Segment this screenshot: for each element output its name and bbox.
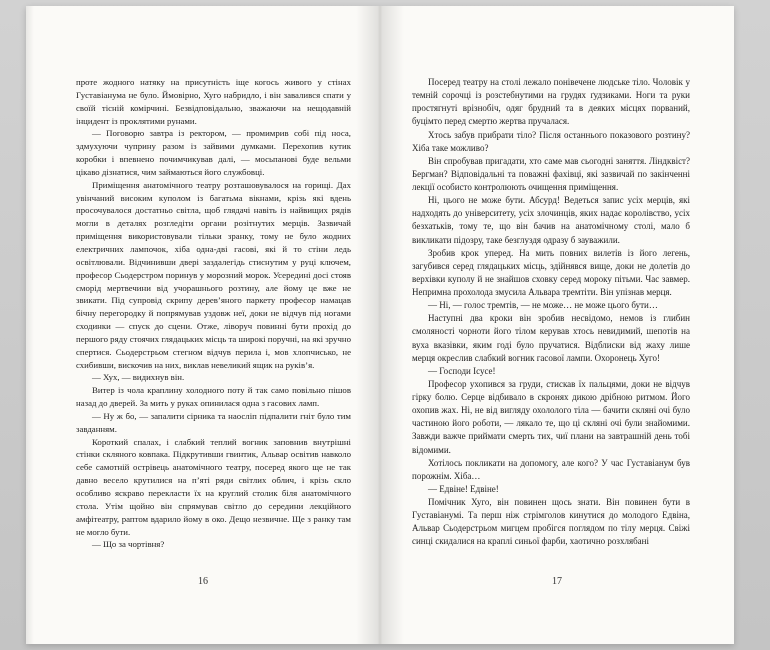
paragraph: — Едвіне! Едвіне!	[428, 483, 499, 494]
page-number-left: 16	[198, 576, 208, 587]
paragraph: Помічник Хуго, він повинен щось знати. Він повинен бути в Густавіанумі. Та перш ніж стрімголов кинутися до молодого Едвіна, Альвар Сьодерстрьом мигцем пробігся поглядом по тілу мерця. Свіжі синці скидалися на краплі синьої фарби, хаотично розхлябані	[412, 497, 690, 547]
right-page	[380, 6, 734, 644]
page-edge-shadow	[26, 6, 34, 644]
paragraph: — Що за чортівня?	[92, 539, 165, 550]
paragraph: — Ні, — голос тремтів, — не може… не може цього бути…	[428, 300, 658, 311]
paragraph: Він спробував пригадати, хто саме мав сьогодні заняття. Ліндквіст? Бергман? Відповідальні та поважні фахівці, які зазвичай по закінченні лекції особисто контролюють очищення приміщення.	[412, 155, 690, 192]
page-number-right: 17	[552, 576, 562, 587]
paragraph: Наступні два кроки він зробив несвідомо, немов із глибин смоляності чорноти його тілом керував хтось невидимий, шепотів на вуха вказівки, яким годі було пручатися. Відблиски від жаху лише мерця окреслив слабкий вогник гасової лампи. Охоронець Хуго!	[412, 313, 690, 363]
open-book	[26, 6, 734, 644]
paragraph: Короткий спалах, і слабкий теплий вогник заповнив внутрішні стінки скляного ковпака. Підкрутивши гвинтик, Альвар освітив навколо себе самотній острівець анатомічного театру, посеред якого ще не так давно весело крутилися на п’яті ряди світлих облич, і крізь скло особливо яскраво перекласти їх на круглий столик біля анатомічного стола. Утім щойно він спрямував світло до середини лекційного амфітеатру, раптом вдарило йому в око. Дещо незвичне. Ще з ранку там не могло бути.	[76, 436, 351, 537]
paragraph: — Ну ж бо, — запалити сірника та наосліп підпалити гніт було тим завданням.	[76, 410, 351, 434]
paragraph: Ні, цього не може бути. Абсурд! Ведеться запис усіх мерців, які надходять до університету, усіх злочинців, яких надає королівство, усіх безхатьків, тому те, що він бачив на анатомічному столі, мало б викликати підозру, таке безглуздя одразу б зауважили.	[412, 195, 690, 245]
paragraph: проте жодного натяку на присутність іще когось живого у стінах Густавіанума не було. Ймовірно, Хуго набридло, і він завалився спати у своїй тісній комірчині. Безвідповідально, зважаючи на нещодавній інцидент із проклятими рунами.	[76, 77, 351, 126]
right-page-text	[412, 76, 690, 549]
paragraph: Професор ухопився за груди, стискав їх пальцями, доки не відчув гірку болю. Серце відбивало в скронях дикою дрібною ритмом. Його охопив жах. Ні, не від вигляду охололого тіла — бачити скляні очі було частиною його роботи, — лякало те, що ці скляні очі були знайомими. Завжди важче приймати смерть тих, чиї плани на завтрашній день тобі відомими.	[412, 378, 690, 455]
paragraph: Витер із чола краплину холодного поту й так само повільно пішов назад до дверей. За мить у руках опинилася одна з гасових ламп.	[76, 385, 351, 409]
paragraph: Посеред театру на столі лежало понівечене людське тіло. Чоловік у темній сорочці із розстебнутими на грудях ґудзиками. Ноги та руки простягнуті врізнобіч, одяг брудний та в деяких місцях порваний, буцімто перед смертю жертва пручалася.	[412, 77, 690, 127]
paragraph: Хотілось покликати на допомогу, але кого? У час Густавіанум був порожнім. Хіба…	[412, 457, 690, 481]
paragraph: Зробив крок уперед. На мить повних вилетів із його легень, загубився серед глядацьких місць, здійнявся вище, доки не долетів до верхівки куполу й не знайшов сховку серед мороку пітьми. Час завмер. Непримна прохолода змусила Альвара тремтіти. Він упізнав мерця.	[412, 247, 690, 297]
paragraph: — Хух, — видихнув він.	[92, 372, 185, 383]
left-page-text	[76, 76, 351, 551]
left-page	[26, 6, 380, 644]
paragraph: Хтось забув прибрати тіло? Після останнього показового розтину? Хіба таке можливо?	[412, 129, 690, 153]
paragraph: Приміщення анатомічного театру розташовувалося на горищі. Дах увінчаний високим куполом із багатьма вікнами, крізь які вдень просочувалося достатньо світла, щоб глядачі навіть із найвищих рядів могли в деталях розгледіти органи розітнутих мерців. Зазвичай приміщення використовували тільки зранку, тому не було жодних електричних лампочок, хіба одна-дві гасові, які й то стіни ледь освітлювали. Відчинивши двері заздалегідь стиснутим у руці ключем, професор Сьодерстром поринув у морозний морок. Усередині досі стояв сморід мертвечини від учорашнього розтину, але йому це вже не звикати. Під супровід скрипу дерев’яного паркету професор намацав бічну перегородку й попрямував уздовж неї, доки не відчув під ногами сходинки — спуск до сцени. Отже, ліворуч повинні бути прохід до першого ряду стоячих глядацьких місць та широкі поручні, на які зручно спертися. Сьодерстрьом стегном відчув перила і, мов хлопчисько, не схибивши, вискочив на них, виклав невеликий ящик на руків’я.	[76, 179, 351, 370]
paragraph: — Господи Ісусе!	[428, 365, 496, 376]
paragraph: — Поговорю завтра із ректором, — промимрив собі під носа, здмухуючи чуприну разом із зайвими думками. Перехопив кутик коробки і впевнено почимчикував далі, — мосьпанові буде вельми цікаво дізнатися, чим займаються його службовці.	[76, 128, 351, 177]
